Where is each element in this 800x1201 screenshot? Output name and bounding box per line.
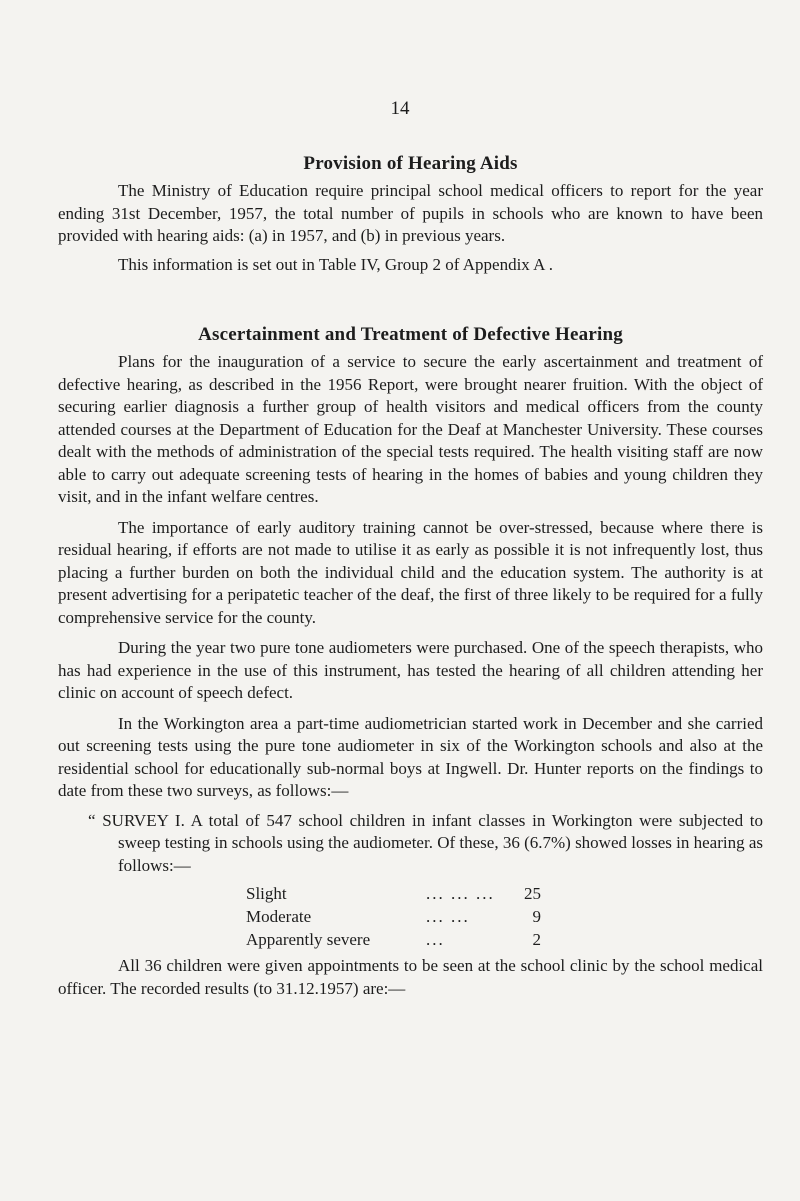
paragraph: Plans for the inauguration of a service to secure the early ascertainment and treatment of defective hearing, as described in the 1956 Report, were brought nearer fruition. With the object of securing earlier diagnosis a further group of health visitors and medical officers from the county attended courses at the Department of Education for the Deaf at Manchester University. These courses dealt with the methods of administration of the special tests required. The health visiting staff are now able to carry out adequate screening tests of hearing in the homes of babies and young children they visit, and in the infant welfare centres. <box>58 352 763 506</box>
loss-count: 9 <box>532 907 541 926</box>
paragraph: During the year two pure tone audiometers were purchased. One of the speech therapists, who has had experience in the use of this instrument, has tested the hearing of all children attending her clinic on account of speech defect. <box>58 638 763 702</box>
table-row <box>246 905 541 928</box>
paragraph: This information is set out in Table IV, Group 2 of Appendix A . <box>118 254 553 274</box>
paragraph: The importance of early auditory training cannot be over-stressed, because where there is residual hearing, if efforts are not made to utilise it as early as possible it is not infrequently lost, thus placing a further burden on both the individual child and the education system. The authority is at present advertising for a peripatetic teacher of the deaf, the first of three likely to be required for a fully comprehensive service for the county. <box>58 517 763 627</box>
section-ascertainment <box>58 324 763 1000</box>
paragraph: The Ministry of Education require principal school medical officers to report for the year ending 31st December, 1957, the total number of pupils in schools who are known to have been provided with hearing aids: (a) in 1957, and (b) in previous years. <box>58 181 763 245</box>
hearing-loss-table <box>246 882 541 951</box>
section-heading-ascertainment: Ascertainment and Treatment of Defective Hearing <box>198 324 623 345</box>
loss-count: 2 <box>532 930 541 949</box>
paragraph: In the Workington area a part-time audiometrician started work in December and she carried out screening tests using the pure tone audiometer in six of the Workington schools and also at the residential school for educationally sub-normal boys at Ingwell. Dr. Hunter reports on the findings to date from these two surveys, as follows:— <box>58 713 763 800</box>
loss-label: Apparently severe <box>246 930 371 949</box>
leader-dots: ... ... ... <box>426 884 495 903</box>
survey-paragraph: “ SURVEY I. A total of 547 school children in infant classes in Workington were subjected to sweep testing in schools using the audiometer. Of these, 36 (6.7%) showed losses in hearing as follows:— <box>88 810 763 875</box>
section-heading-provision: Provision of Hearing Aids <box>303 153 518 174</box>
leader-dots: ... ... <box>426 907 470 926</box>
section-provision <box>58 153 763 276</box>
leader-dots: ... <box>426 930 445 949</box>
loss-label: Moderate <box>246 907 312 926</box>
table-row <box>246 882 541 905</box>
loss-count: 25 <box>524 884 541 903</box>
loss-label: Slight <box>246 884 287 903</box>
page-number: 14 <box>390 98 410 119</box>
table-row <box>246 928 541 951</box>
paragraph: All 36 children were given appointments to be seen at the school clinic by the school medical officer. The recorded results (to 31.12.1957) are:— <box>58 956 763 998</box>
